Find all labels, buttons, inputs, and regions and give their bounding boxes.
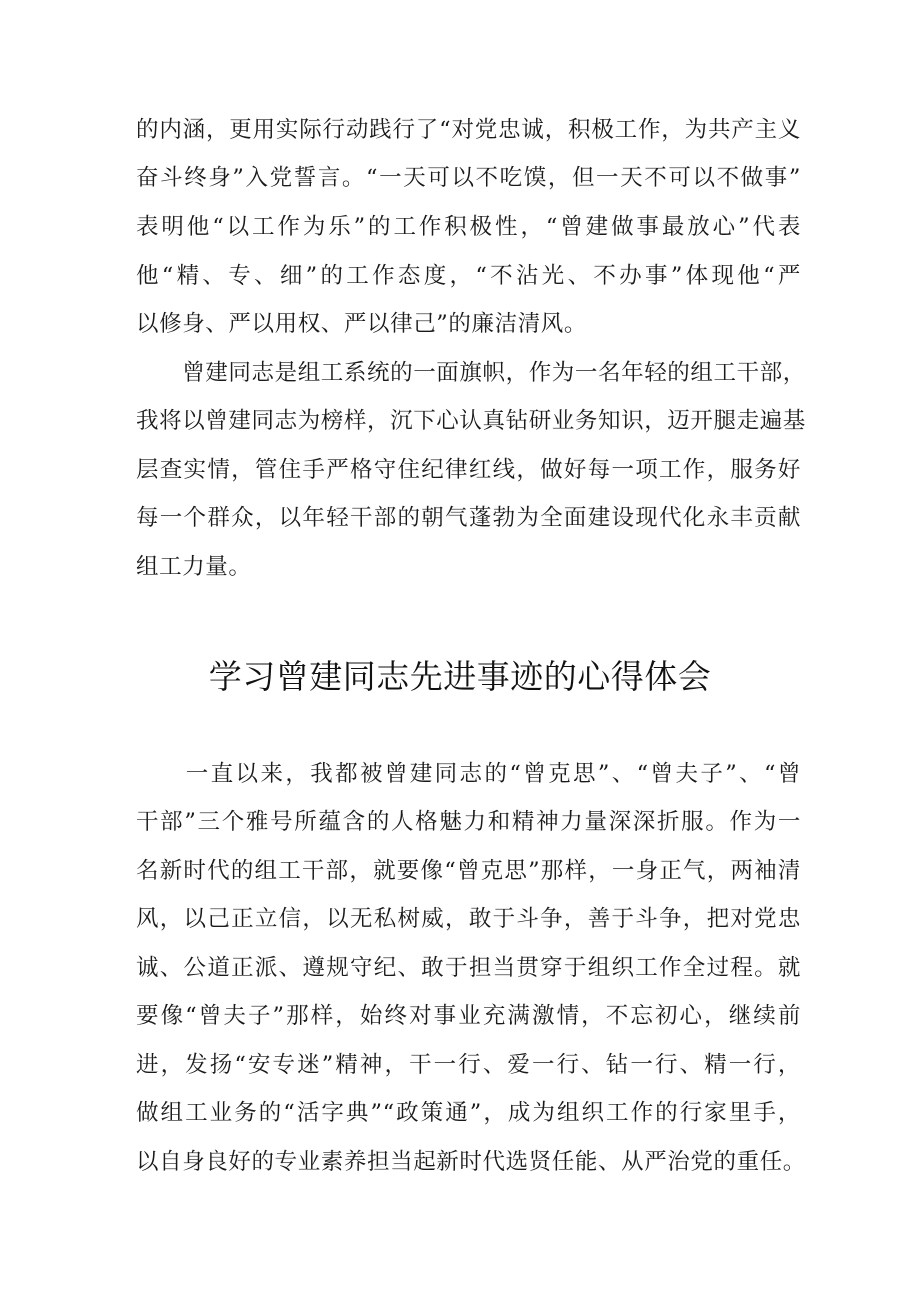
- paragraph-line: 干部”三个雅号所蕴含的人格魅力和精神力量深深折服。作为一: [136, 809, 801, 835]
- paragraph-line: 以自身良好的专业素养担当起新时代选贤任能、从严治党的重任。: [136, 1149, 806, 1175]
- paragraph-line: 以修身、严以用权、严以律己”的廉洁清风。: [136, 311, 588, 337]
- paragraph-line: 表明他“以工作为乐”的工作积极性，“曾建做事最放心”代表: [136, 214, 801, 240]
- paragraph-line: 他“精、专、细”的工作态度，“不沾光、不办事”体现他“严: [136, 263, 801, 289]
- paragraph-line: 的内涵，更用实际行动践行了“对党忠诚，积极工作，为共产主义: [136, 117, 801, 143]
- paragraph-line: 组工力量。: [136, 554, 252, 580]
- paragraph-line: 诚、公道正派、遵规守纪、敢于担当贯穿于组织工作全过程。就: [136, 955, 801, 981]
- paragraph-line: 风，以己正立信，以无私树威，敢于斗争，善于斗争，把对党忠: [136, 906, 801, 932]
- paragraph-line: 做组工业务的“活字典”“政策通”，成为组织工作的行家里手，: [136, 1100, 801, 1126]
- paragraph-line: 进，发扬“安专迷”精神，干一行、爱一行、钻一行、精一行，: [136, 1052, 801, 1078]
- paragraph-line: 每一个群众，以年轻干部的朝气蓬勃为全面建设现代化永丰贡献: [136, 505, 801, 531]
- paragraph-line: 层查实情，管住手严格守住纪律红线，做好每一项工作，服务好: [136, 457, 801, 483]
- paragraph-line: 曾建同志是组工系统的一面旗帜，作为一名年轻的组工干部，: [136, 360, 806, 386]
- paragraph-line: 名新时代的组工干部，就要像“曾克思”那样，一身正气，两袖清: [136, 858, 801, 884]
- paragraph-line: 要像“曾夫子”那样，始终对事业充满激情，不忘初心，继续前: [136, 1003, 801, 1029]
- paragraph-line: 一直以来，我都被曾建同志的“曾克思”、“曾夫子”、“曾: [136, 761, 801, 787]
- paragraph-line: 我将以曾建同志为榜样，沉下心认真钻研业务知识，迈开腿走遍基: [136, 408, 806, 434]
- document-title: 学习曾建同志先进事迹的心得体会: [208, 657, 712, 696]
- paragraph-line: 奋斗终身”入党誓言。“一天可以不吃馍，但一天不可以不做事”: [136, 165, 801, 191]
